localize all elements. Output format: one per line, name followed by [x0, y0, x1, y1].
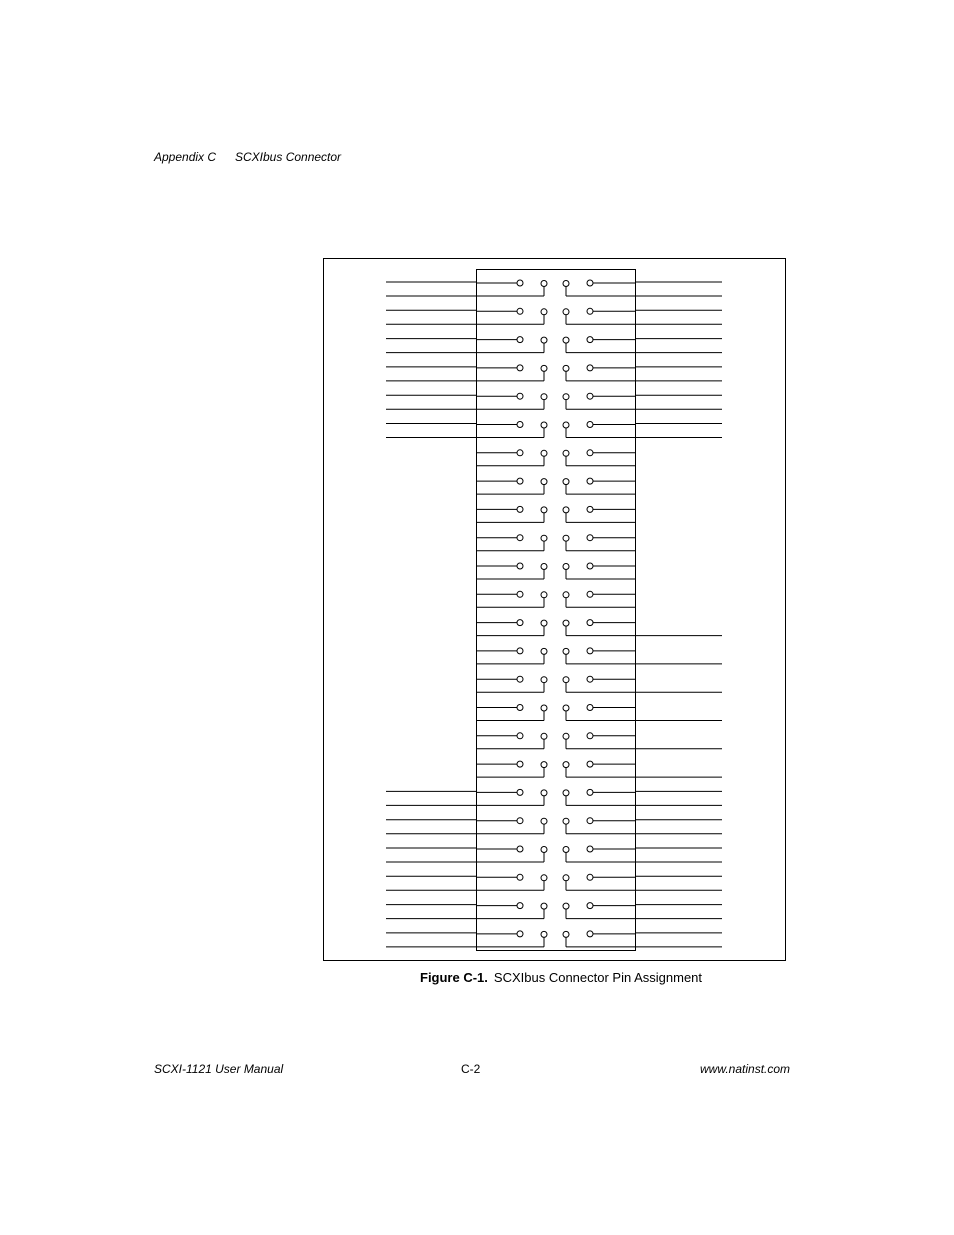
pin-d — [587, 365, 593, 371]
pin-c — [563, 422, 569, 428]
footer-url: www.natinst.com — [700, 1062, 791, 1076]
pin-a — [517, 903, 523, 909]
pin-a — [517, 563, 523, 569]
pin-b — [541, 450, 547, 456]
pin-a — [517, 478, 523, 484]
pin-b — [541, 818, 547, 824]
header-title: SCXIbus Connector — [235, 150, 342, 164]
pin-b — [541, 875, 547, 881]
pin-a — [517, 422, 523, 428]
pin-a — [517, 789, 523, 795]
connector-body — [477, 270, 636, 951]
pin-b — [541, 931, 547, 937]
pin-b — [541, 677, 547, 683]
pin-d — [587, 535, 593, 541]
pin-a — [517, 761, 523, 767]
figure-label: Figure C-1. — [420, 970, 488, 985]
pin-b — [541, 535, 547, 541]
pin-d — [587, 931, 593, 937]
pin-c — [563, 705, 569, 711]
footer-page-number: C-2 — [461, 1062, 481, 1076]
pin-b — [541, 648, 547, 654]
pin-d — [587, 506, 593, 512]
pin-d — [587, 393, 593, 399]
pin-a — [517, 705, 523, 711]
pin-d — [587, 450, 593, 456]
pin-c — [563, 620, 569, 626]
pin-a — [517, 931, 523, 937]
pin-a — [517, 535, 523, 541]
pin-c — [563, 394, 569, 400]
pin-d — [587, 903, 593, 909]
pin-b — [541, 365, 547, 371]
pin-c — [563, 733, 569, 739]
pin-c — [563, 450, 569, 456]
pin-c — [563, 535, 569, 541]
pin-a — [517, 365, 523, 371]
pin-a — [517, 676, 523, 682]
header-section: Appendix C — [154, 150, 217, 164]
figure-caption — [420, 970, 702, 985]
pin-a — [517, 337, 523, 343]
pin-d — [587, 733, 593, 739]
connector-pin-diagram — [323, 258, 786, 961]
pin-c — [563, 931, 569, 937]
pin-c — [563, 790, 569, 796]
footer-manual: SCXI-1121 User Manual — [154, 1062, 284, 1076]
pin-d — [587, 591, 593, 597]
pin-b — [541, 507, 547, 513]
pin-b — [541, 422, 547, 428]
pin-b — [541, 564, 547, 570]
pin-c — [563, 507, 569, 513]
pin-c — [563, 479, 569, 485]
pin-d — [587, 422, 593, 428]
pin-a — [517, 620, 523, 626]
pin-c — [563, 875, 569, 881]
pin-d — [587, 818, 593, 824]
pin-c — [563, 648, 569, 654]
pin-a — [517, 648, 523, 654]
pin-d — [587, 789, 593, 795]
pin-d — [587, 648, 593, 654]
pin-c — [563, 365, 569, 371]
figure-caption-text: SCXIbus Connector Pin Assignment — [493, 970, 703, 985]
pin-d — [587, 846, 593, 852]
pin-c — [563, 903, 569, 909]
pin-d — [587, 761, 593, 767]
pin-a — [517, 393, 523, 399]
pin-a — [517, 874, 523, 880]
pin-a — [517, 591, 523, 597]
pin-b — [541, 705, 547, 711]
pin-b — [541, 790, 547, 796]
pin-b — [541, 592, 547, 598]
pin-c — [563, 818, 569, 824]
pin-b — [541, 281, 547, 287]
pin-a — [517, 280, 523, 286]
pin-c — [563, 564, 569, 570]
pin-c — [563, 592, 569, 598]
pin-d — [587, 337, 593, 343]
pin-b — [541, 479, 547, 485]
pin-a — [517, 506, 523, 512]
pin-d — [587, 874, 593, 880]
pin-c — [563, 337, 569, 343]
pin-a — [517, 818, 523, 824]
pin-b — [541, 903, 547, 909]
pin-d — [587, 563, 593, 569]
pin-d — [587, 478, 593, 484]
pin-a — [517, 308, 523, 314]
pin-d — [587, 280, 593, 286]
pin-a — [517, 846, 523, 852]
pin-b — [541, 394, 547, 400]
pin-b — [541, 337, 547, 343]
pin-c — [563, 309, 569, 315]
pin-d — [587, 676, 593, 682]
pin-c — [563, 281, 569, 287]
pin-d — [587, 705, 593, 711]
pin-d — [587, 308, 593, 314]
pin-b — [541, 309, 547, 315]
pin-c — [563, 677, 569, 683]
pin-c — [563, 762, 569, 768]
pin-a — [517, 733, 523, 739]
pin-a — [517, 450, 523, 456]
pin-b — [541, 620, 547, 626]
pin-c — [563, 847, 569, 853]
pin-b — [541, 733, 547, 739]
pin-b — [541, 762, 547, 768]
pin-d — [587, 620, 593, 626]
connector-diagram-frame — [323, 258, 786, 961]
pin-b — [541, 847, 547, 853]
